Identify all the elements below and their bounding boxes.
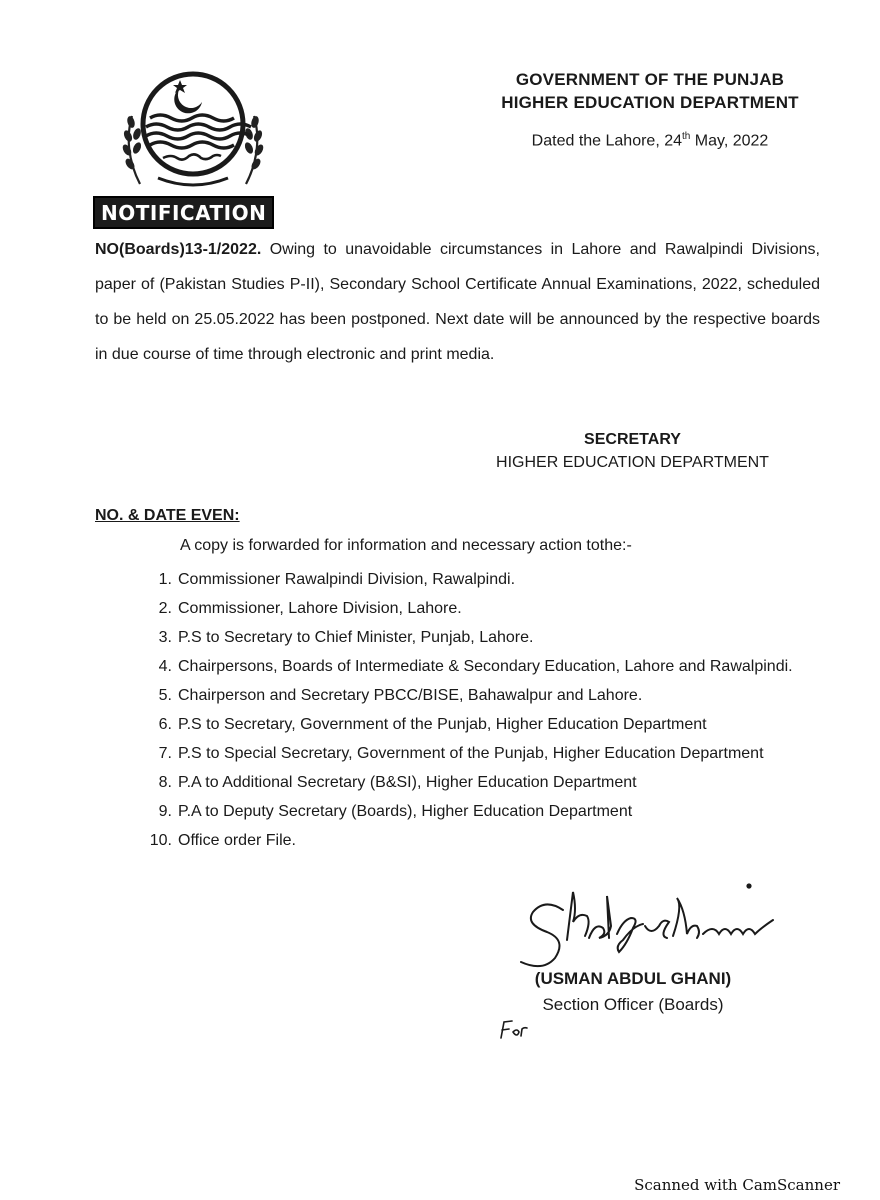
list-item-text: P.S to Secretary, Government of the Punjab, Higher Education Department	[178, 716, 707, 733]
government-line: GOVERNMENT OF THE PUNJAB	[515, 70, 785, 89]
list-item	[140, 711, 830, 738]
list-item-number: 9.	[158, 803, 172, 820]
signing-officer	[508, 966, 758, 1018]
list-item-number: 8.	[158, 774, 172, 791]
no-date-even-heading: NO. & DATE EVEN:	[95, 507, 240, 524]
punjab-emblem-icon	[118, 66, 268, 194]
list-item-number: 7.	[158, 745, 172, 762]
list-item-text: P.S to Special Secretary, Government of the Punjab, Higher Education Department	[178, 745, 764, 762]
department-line: HIGHER EDUCATION DEPARTMENT	[501, 93, 799, 112]
secretary-block	[460, 428, 805, 474]
list-item	[140, 798, 830, 825]
secretary-title: SECRETARY	[584, 431, 681, 448]
list-item-text: P.A to Deputy Secretary (Boards), Higher Education Department	[178, 803, 633, 820]
list-item-text: Office order File.	[178, 832, 296, 849]
officer-designation: Section Officer (Boards)	[542, 995, 724, 1014]
list-item-number: 6.	[158, 716, 172, 733]
list-item	[140, 653, 830, 680]
reference-number: NO(Boards)13-1/2022.	[95, 241, 262, 258]
list-item	[140, 769, 830, 796]
list-item-number: 1.	[158, 571, 172, 588]
secretary-department: HIGHER EDUCATION DEPARTMENT	[496, 454, 769, 471]
letterhead	[470, 68, 830, 152]
list-item	[140, 682, 830, 709]
list-item-text: Chairperson and Secretary PBCC/BISE, Bahawalpur and Lahore.	[178, 687, 643, 704]
notification-body	[95, 232, 820, 372]
list-item-text: P.S to Secretary to Chief Minister, Punjab, Lahore.	[178, 629, 534, 646]
list-item-text: Commissioner, Lahore Division, Lahore.	[178, 600, 462, 617]
list-item	[140, 740, 830, 767]
date-suffix: May, 2022	[690, 132, 769, 150]
list-item-text: Commissioner Rawalpindi Division, Rawalpindi.	[178, 571, 516, 588]
list-item-number: 4.	[158, 658, 172, 675]
copy-forward-intro: A copy is forwarded for information and necessary action tothe:-	[180, 537, 632, 554]
distribution-list	[140, 566, 830, 856]
list-item	[140, 595, 830, 622]
handwritten-for-mark	[497, 1018, 529, 1042]
list-item-number: 2.	[158, 600, 172, 617]
signature	[505, 880, 805, 970]
list-item-number: 5.	[158, 687, 172, 704]
list-item	[140, 827, 830, 854]
list-item-number: 3.	[158, 629, 172, 646]
date-prefix: Dated the Lahore, 24	[531, 132, 683, 150]
notification-badge: NOTIFICATION	[93, 196, 274, 229]
date-ordinal: th	[682, 131, 691, 142]
list-item-text: P.A to Additional Secretary (B&SI), Higher Education Department	[178, 774, 637, 791]
dated-line	[470, 126, 830, 152]
list-item-text: Chairpersons, Boards of Intermediate & Secondary Education, Lahore and Rawalpindi.	[178, 658, 793, 675]
list-item-number: 10.	[149, 832, 172, 849]
body-text: Owing to unavoidable circumstances in Lahore and Rawalpindi Divisions, paper of (Pakistan Studies P-II), Secondary School Certificate Annual Examinations, 2022, scheduled to be held on 25.05.2022 has been postponed. Next date will be announced by the respective boards in due course of time through electronic and print media.	[95, 241, 820, 363]
camscanner-watermark: Scanned with CamScanner	[634, 1176, 840, 1194]
list-item	[140, 566, 830, 593]
list-item	[140, 624, 830, 651]
officer-name: (USMAN ABDUL GHANI)	[534, 969, 732, 988]
